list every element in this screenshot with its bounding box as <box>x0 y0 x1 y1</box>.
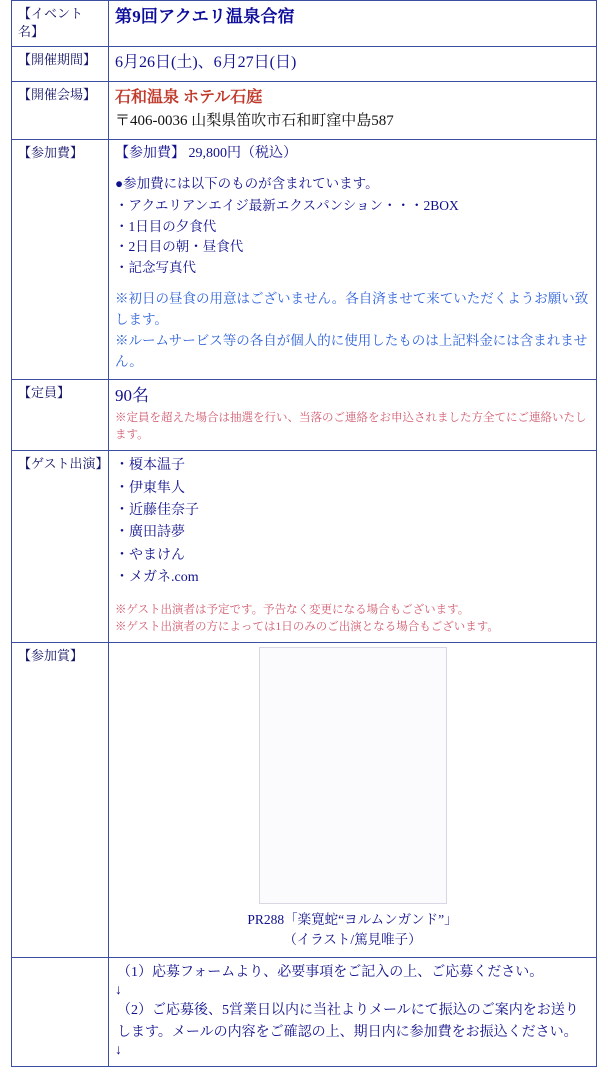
step-item-2: （2）ご応募後、5営業日以内に当社よりメールにて振込のご案内をお送りします。メールの内容をご確認の上、期日内に参加費をお振込ください。 <box>117 1002 579 1040</box>
list-item: ・1日目の夕食代 <box>115 218 217 234</box>
fee-note-1: ※初日の昼食の用意はございません。各自済ませて来ていただくようお願い致します。 <box>115 291 589 328</box>
list-item: ・廣田詩夢 <box>115 525 185 541</box>
row-value-prize <box>109 643 597 958</box>
event-info-table <box>11 0 597 1067</box>
row-label-fee: 【参加費】 <box>12 139 109 379</box>
step-item-1: （1）応募フォームより、必要事項をご記入の上、ご応募ください。 <box>117 964 544 980</box>
capacity-value: 90名 <box>115 386 149 406</box>
list-item: ・近藤佳奈子 <box>115 502 199 518</box>
prize-caption-line-2: （イラスト/篤見唯子） <box>283 932 422 948</box>
row-value-steps <box>109 957 597 1067</box>
row-value-guests <box>109 451 597 643</box>
venue-name: 石和温泉 ホテル石庭 <box>115 88 263 106</box>
guest-note-1: ※ゲスト出演者は予定です。予告なく変更になる場合もございます。 <box>115 603 470 616</box>
fee-included-heading: ●参加費には以下のものが含まれています。 <box>115 176 379 192</box>
guest-notes <box>115 602 590 637</box>
row-label-event-name: 【イベント名】 <box>12 1 109 47</box>
list-item: ・メガネ.com <box>115 570 199 586</box>
step-arrow-2: ↓ <box>115 1043 122 1059</box>
fee-note-2: ※ルームサービス等の各自が個人的に使用したものは上記料金には含まれません。 <box>115 333 588 370</box>
list-item: ・アクエリアンエイジ最新エクスパンション・・・2BOX <box>115 197 459 213</box>
capacity-note: ※定員を超えた場合は抽選を行い、当落のご連絡をお申込されました方全てにご連絡いたします。 <box>115 411 587 441</box>
table-row-event-name <box>12 1 597 47</box>
prize-caption <box>115 910 590 951</box>
row-label-guests: 【ゲスト出演】 <box>12 451 109 643</box>
table-row-capacity <box>12 380 597 451</box>
table-row-guests <box>12 451 597 643</box>
row-value-venue <box>109 81 597 139</box>
list-item: ・榎本温子 <box>115 458 185 474</box>
event-title: 第9回アクエリ温泉合宿 <box>115 7 295 26</box>
row-label-capacity: 【定員】 <box>12 380 109 451</box>
row-label-prize: 【参加賞】 <box>12 643 109 958</box>
step-arrow-1: ↓ <box>115 983 122 999</box>
guest-list <box>115 455 590 589</box>
row-label-steps <box>12 957 109 1067</box>
application-steps <box>115 962 590 1061</box>
table-row-venue <box>12 81 597 139</box>
venue-address: 〒406-0036 山梨県笛吹市石和町窪中島587 <box>115 113 394 130</box>
fee-included-list <box>115 196 590 280</box>
table-row-fee <box>12 139 597 379</box>
row-label-venue: 【開催会場】 <box>12 81 109 139</box>
row-label-period: 【開催期間】 <box>12 47 109 82</box>
list-item: ・記念写真代 <box>115 260 196 276</box>
table-row-prize <box>12 643 597 958</box>
row-value-capacity <box>109 380 597 451</box>
prize-caption-line-1: PR288「楽寛蛇“ヨルムンガンド”」 <box>247 912 458 927</box>
participation-prize-card-image <box>259 647 447 904</box>
table-row-period <box>12 47 597 82</box>
event-period: 6月26日(土)、6月27日(日) <box>115 54 297 72</box>
table-row-steps <box>12 957 597 1067</box>
fee-amount: 【参加費】 29,800円（税込） <box>115 145 297 161</box>
list-item: ・2日目の朝・昼食代 <box>115 239 244 255</box>
prize-image-wrapper <box>115 647 590 904</box>
list-item: ・伊東隼人 <box>115 480 185 496</box>
list-item: ・やまけん <box>115 547 185 563</box>
row-value-period <box>109 47 597 82</box>
guest-note-2: ※ゲスト出演者の方によっては1日のみのご出演となる場合もございます。 <box>115 620 499 633</box>
row-value-fee <box>109 139 597 379</box>
row-value-event-name <box>109 1 597 47</box>
